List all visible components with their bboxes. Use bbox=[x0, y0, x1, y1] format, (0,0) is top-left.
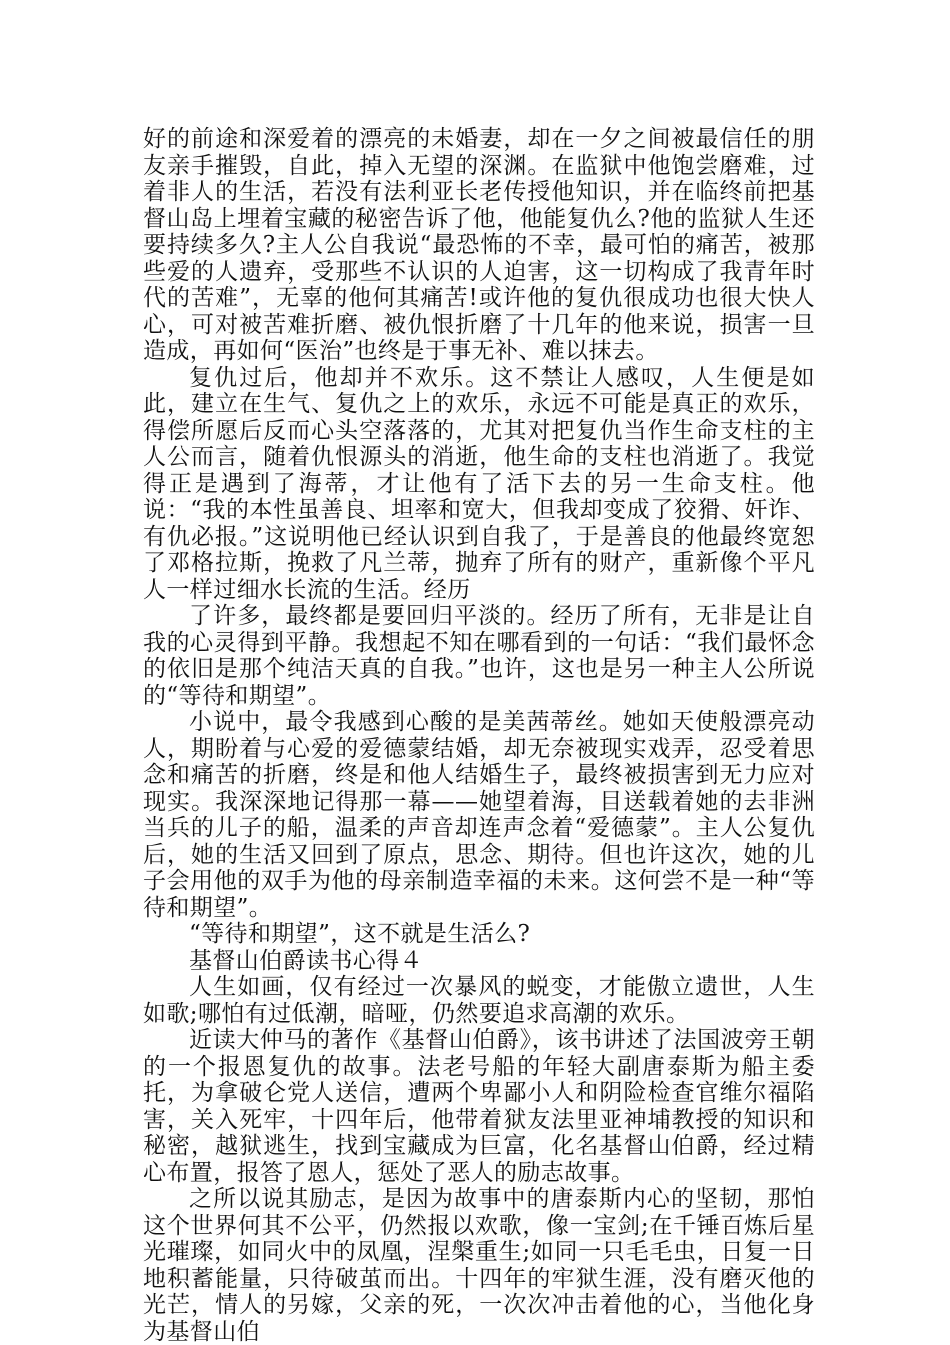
paragraph-1: 好的前途和深爱着的漂亮的未婚妻，却在一夕之间被最信任的朋友亲手摧毁，自此，掉入无望的深渊。在监狱中他饱尝磨难，过着非人的生活，若没有法利亚长老传授他知识，并在临终前把基督山岛上埋着宝藏的秘密告诉了他，他能复仇么?他的监狱人生还要持续多久?主人公自我说“最恐怖的不幸，最可怕的痛苦，被那些爱的人遗弃，受那些不认识的人迫害，这一切构成了我青年时代的苦难”，无辜的他何其痛苦!或许他的复仇很成功也很大快人心，可对被苦难折磨、被仇恨折磨了十几年的他来说，损害一旦造成，再如何“医治”也终是于事无补、难以抹去。 bbox=[143, 126, 815, 364]
paragraph-4: 小说中，最令我感到心酸的是美茜蒂丝。她如天使般漂亮动人，期盼着与心爱的爱德蒙结婚，却无奈被现实戏弄，忍受着思念和痛苦的折磨，终是和他人结婚生子，最终被损害到无力应对现实。我深深地记得那一幕——她望着海，目送载着她的去非洲当兵的儿子的船，温柔的声音却连声念着“爱德蒙”。主人公复仇后，她的生活又回到了原点，思念、期待。但也许这次，她的儿子会用他的双手为他的母亲制造幸福的未来。这何尝不是一种“等待和期望”。 bbox=[143, 709, 815, 921]
paragraph-2: 复仇过后，他却并不欢乐。这不禁让人感叹，人生便是如此，建立在生气、复仇之上的欢乐，永远不可能是真正的欢乐，得偿所愿后反而心头空落落的，尤其对把复仇当作生命支柱的主人公而言，随着仇恨源头的消逝，他生命的支柱也消逝了。我觉得正是遇到了海蒂，才让他有了活下去的另一生命支柱。他说：“我的本性虽善良、坦率和宽大，但我却变成了狡猾、奸诈、有仇必报。”这说明他已经认识到自我了，于是善良的他最终宽恕了邓格拉斯，挽救了凡兰蒂，抛弃了所有的财产，重新像个平凡人一样过细水长流的生活。经历 bbox=[143, 364, 815, 603]
paragraph-7: 近读大仲马的著作《基督山伯爵》，该书讲述了法国波旁王朝的一个报恩复仇的故事。法老号船的年轻大副唐泰斯为船主委托，为拿破仑党人送信，遭两个卑鄙小人和阴险检查官维尔福陷害，关入死牢，十四年后，他带着狱友法里亚神埔教授的知识和秘密，越狱逃生，找到宝藏成为巨富，化名基督山伯爵，经过精心布置，报答了恩人，惩处了恶人的励志故事。 bbox=[143, 1027, 815, 1186]
paragraph-3: 了许多，最终都是要回归平淡的。经历了所有，无非是让自我的心灵得到平静。我想起不知在哪看到的一句话：“我们最怀念的依旧是那个纯洁天真的自我。”也许，这也是另一种主人公所说的“等待和期望”。 bbox=[143, 603, 815, 709]
document-body bbox=[143, 126, 815, 1345]
paragraph-8: 之所以说其励志，是因为故事中的唐泰斯内心的坚韧，那怕这个世界何其不公平，仍然报以欢歌，像一宝剑;在千锤百炼后星光璀璨，如同火中的凤凰，涅槃重生;如同一只毛毛虫，日复一日地积蓄能量，只待破茧而出。十四年的牢狱生涯，没有磨灭他的光芒，情人的另嫁，父亲的死，一次次冲击着他的心，当他化身为基督山伯 bbox=[143, 1186, 815, 1345]
paragraph-6: 人生如画，仅有经过一次暴风的蜕变，才能傲立遗世，人生如歌;哪怕有过低潮，暗哑，仍然要追求高潮的欢乐。 bbox=[143, 974, 815, 1027]
section-heading: 基督山伯爵读书心得４ bbox=[189, 947, 423, 974]
paragraph-5: “等待和期望”，这不就是生活么? bbox=[189, 921, 531, 947]
